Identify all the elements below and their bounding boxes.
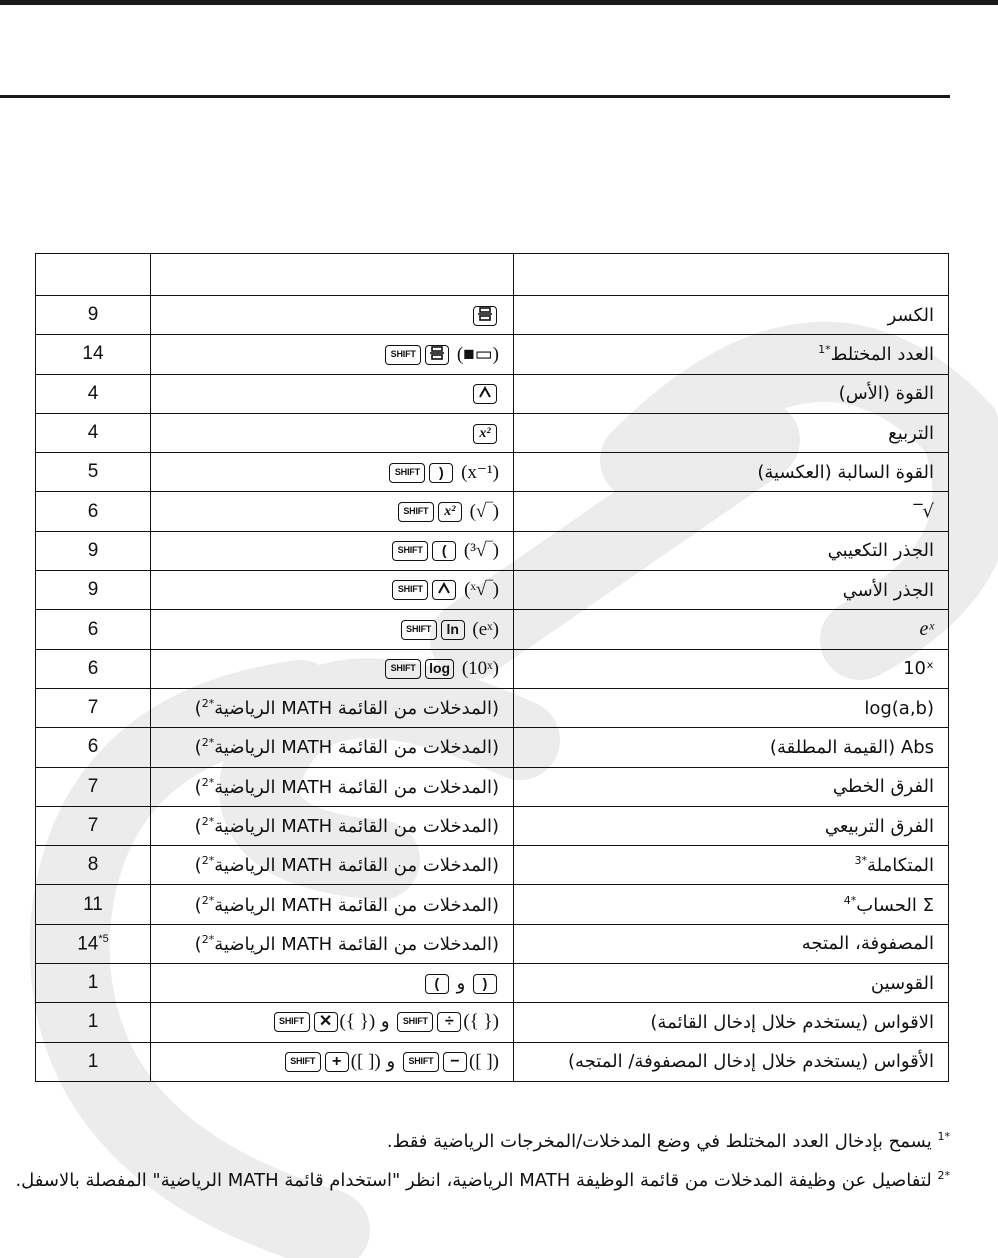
function-cell [514,374,949,413]
count-value: 6 [87,736,99,758]
math-menu-note: (المدخلات من القائمة MATH الرياضية$^{*2}$) [194,932,499,955]
function-label [843,580,934,601]
table-row [36,610,949,649]
count-cell [36,649,151,688]
table-row [36,649,949,688]
function-name: 10ˣ [903,658,934,680]
fraction-key-icon [425,345,449,365]
table-row [36,885,949,924]
operation-cell [151,885,514,924]
function-cell [514,413,949,452]
function-label [650,1012,934,1033]
lparen-key: ( [425,974,449,994]
table-row [36,964,949,1003]
footnote-2: $^{*2}$ لتفاصيل عن وظيفة المدخلات من قائمة الوظيفة MATH الرياضية، انظر "استخدام قائمة MATH الرياضية" المفصلة بالاسفل. [15,1169,950,1191]
function-name: log(a,b) [864,697,934,719]
function-footnote-mark: *3 [854,854,867,868]
count-cell [36,885,151,924]
table-row [36,374,949,413]
operation-cell [151,571,514,610]
table-row [36,413,949,452]
function-name: eˣ [919,618,934,641]
math-menu-text: (المدخلات من القائمة MATH الرياضية [214,933,499,955]
function-name: المصفوفة، المتجه [801,933,934,955]
count-value: 7 [87,697,99,719]
function-label [903,658,934,679]
count-footnote-mark: *5 [98,932,109,945]
count-value: 14 [82,343,104,365]
function-label [770,737,934,758]
header-rule [0,95,950,98]
count-value: 14 [77,933,99,955]
function-name: الاقواس (يستخدم خلال إدخال القائمة) [650,1011,934,1033]
function-label [825,816,934,837]
table-row [36,492,949,531]
rparen-key: ) [429,463,453,483]
function-name: التربيع [888,422,934,444]
function-footnote-mark: *1 [818,343,831,357]
function-cell [514,453,949,492]
operation-note: (10ˣ) [461,657,499,679]
operation-cell [151,610,514,649]
function-label [757,462,934,483]
math-menu-text: (المدخلات من القائمة MATH الرياضية [214,855,499,877]
count-value: 9 [87,579,99,601]
note-footnote-mark: *2 [201,697,215,711]
function-label [919,619,934,640]
count-value: 5 [87,461,99,483]
function-label [833,776,934,797]
math-menu-text: (المدخلات من القائمة MATH الرياضية [214,894,499,916]
count-value: 6 [87,500,99,522]
count-cell [36,413,151,452]
count-value: 1 [87,1011,99,1033]
shift-key: SHIFT [385,659,421,679]
function-cell [514,610,949,649]
operation-cell [151,492,514,531]
function-label [914,501,934,522]
operation-cell [151,728,514,767]
function-name: الفرق التربيعي [824,815,934,837]
footnote-1: $^{*1}$ يسمح بإدخال العدد المختلط في وضع المدخلات/المخرجات الرياضية فقط. [386,1130,950,1152]
count-cell [36,571,151,610]
operation-note: (ˣ√‾) [464,579,499,601]
log-key: log [425,659,454,679]
note-footnote-mark: *2 [201,736,215,750]
table-row [36,728,949,767]
count-cell [36,1003,151,1042]
rparen-key: ) [473,974,497,994]
header-operation [151,254,514,296]
function-cell [514,531,949,570]
lparen-key: ( [432,541,456,561]
count-value: 6 [87,657,99,679]
operation-cell [151,924,514,963]
math-menu-note: (المدخلات من القائمة MATH الرياضية$^{*2}$) [194,775,499,798]
count-value: 11 [83,893,103,915]
function-name: الجذر التكعيبي [827,540,934,562]
count-value: 4 [87,422,99,444]
operation-note: (■▭) [456,343,499,365]
count-value: 7 [87,815,99,836]
note-footnote-mark: *2 [201,893,215,907]
function-cell [514,964,949,1003]
math-menu-note: (المدخلات من القائمة MATH الرياضية$^{*2}$) [194,854,499,877]
count-value: 1 [87,972,99,994]
joiner-text: و [386,1050,396,1072]
input-width-table [35,253,949,1082]
count-cell [36,688,151,727]
count-cell [36,453,151,492]
math-menu-text: (المدخلات من القائمة MATH الرياضية [214,737,499,759]
operation-note: (x⁻¹) [461,461,499,483]
count-value: 6 [87,618,99,640]
operation-note: (³√‾) [463,539,499,561]
divide-key: ÷ [437,1012,461,1032]
note-footnote-mark: *2 [201,775,215,789]
operation-cell [151,453,514,492]
operation-cell [151,649,514,688]
function-name: العدد المختلط [830,344,934,366]
function-cell [514,846,949,885]
operation-cell [151,531,514,570]
count-cell [36,924,151,963]
function-name: القوسين [870,972,934,994]
shift-key: SHIFT [389,463,425,483]
math-menu-note: (المدخلات من القائمة MATH الرياضية$^{*2}$) [194,697,499,720]
bracket-note-a: ([ ]) [350,1050,381,1072]
function-cell [514,1003,949,1042]
function-cell [514,1042,949,1081]
note-footnote-mark: *2 [201,854,215,868]
function-cell [514,649,949,688]
shift-key: SHIFT [392,541,428,561]
table-row [36,846,949,885]
table-row [36,335,949,374]
square-key: x² [438,502,462,522]
count-cell [36,964,151,1003]
operation-cell [151,335,514,374]
function-label [864,698,934,719]
table-row [36,571,949,610]
table-row [36,767,949,806]
operation-cell [151,374,514,413]
operation-cell [151,767,514,806]
function-cell [514,296,949,335]
function-cell [514,571,949,610]
header-function [514,254,949,296]
function-name: الفرق الخطي [832,776,934,798]
note-footnote-mark: *2 [201,815,215,828]
shift-key: SHIFT [392,580,428,600]
function-name: المتكاملة [867,855,934,877]
table-row [36,688,949,727]
table-row [36,453,949,492]
function-cell [514,728,949,767]
function-label [802,933,934,954]
operation-cell [151,688,514,727]
function-cell [514,492,949,531]
note-footnote-mark: *2 [201,932,215,946]
count-value: 9 [87,539,99,561]
function-name: Σ الحساب [856,894,934,916]
function-label [871,973,934,994]
count-cell [36,846,151,885]
count-cell [36,728,151,767]
shift-key: SHIFT [403,1052,439,1072]
table-row [36,1042,949,1081]
table-row [36,806,949,845]
count-cell [36,806,151,845]
operation-cell [151,1042,514,1081]
operation-cell [151,413,514,452]
count-cell [36,767,151,806]
operation-cell [151,1003,514,1042]
function-label [844,895,934,916]
plus-key: + [325,1052,349,1072]
math-menu-note: (المدخلات من القائمة MATH الرياضية$^{*2}$) [194,893,499,916]
bracket-note-b: ([ ]) [468,1050,499,1072]
count-cell [36,374,151,413]
math-menu-note: (المدخلات من القائمة MATH الرياضية$^{*2}$) [194,815,499,837]
table-row [36,1003,949,1042]
function-name: Abs (القيمة المطلقة) [769,736,934,758]
count-value: 8 [87,854,99,876]
function-label [855,855,935,876]
table-row [36,924,949,963]
minus-key: − [443,1052,467,1072]
operation-note: (eˣ) [472,618,499,640]
function-name: √‾ [913,501,934,523]
function-cell [514,885,949,924]
function-name: الجذر الأسي [842,579,934,601]
math-menu-text: (المدخلات من القائمة MATH الرياضية [214,816,499,837]
math-menu-text: (المدخلات من القائمة MATH الرياضية [214,698,499,720]
power-key-icon [432,580,456,600]
table-header-row [36,254,949,296]
fraction-key-icon [473,306,497,326]
ln-key: ln [441,620,465,640]
function-cell [514,767,949,806]
header-count [36,254,151,296]
function-label [828,540,934,561]
function-label [818,344,934,365]
count-value: 1 [87,1050,99,1072]
power-key-icon [473,384,497,404]
function-label [839,383,934,404]
operation-cell [151,964,514,1003]
math-menu-text: (المدخلات من القائمة MATH الرياضية [214,776,499,798]
count-value: 7 [87,775,99,797]
bracket-note-b: ({ }) [463,1011,499,1033]
joiner-text: و [380,1011,390,1033]
table-row [36,296,949,335]
operation-cell [151,806,514,845]
function-label [888,305,934,326]
count-value: 9 [87,304,99,326]
function-cell [514,335,949,374]
math-menu-note: (المدخلات من القائمة MATH الرياضية$^{*2}$) [194,736,499,759]
function-name: القوة (الأس) [838,383,934,405]
function-name: القوة السالبة (العكسية) [757,461,934,483]
footnotes [0,1120,950,1198]
function-label [568,1051,934,1072]
bracket-note-a: ({ }) [339,1011,376,1033]
operation-note: (√‾) [469,500,499,522]
function-cell [514,806,949,845]
function-cell [514,688,949,727]
count-value: 4 [87,382,99,404]
function-footnote-mark: *4 [843,893,857,907]
count-cell [36,296,151,335]
function-name: الكسر [887,304,934,326]
top-rule [0,0,998,5]
shift-key: SHIFT [274,1012,310,1032]
square-key: x² [473,424,497,444]
shift-key: SHIFT [385,345,421,365]
count-cell [36,531,151,570]
count-cell [36,492,151,531]
table-row [36,531,949,570]
shift-key: SHIFT [397,1012,433,1032]
count-cell [36,610,151,649]
shift-key: SHIFT [285,1052,321,1072]
shift-key: SHIFT [401,620,437,640]
operation-cell [151,846,514,885]
count-cell [36,1042,151,1081]
function-name: الأقواس (يستخدم خلال إدخال المصفوفة/ المتجه) [568,1051,934,1073]
count-cell [36,335,151,374]
joiner-text: و [456,972,466,994]
times-key: ✕ [314,1012,338,1032]
operation-cell [151,296,514,335]
function-label [888,423,934,444]
shift-key: SHIFT [398,502,434,522]
function-cell [514,924,949,963]
